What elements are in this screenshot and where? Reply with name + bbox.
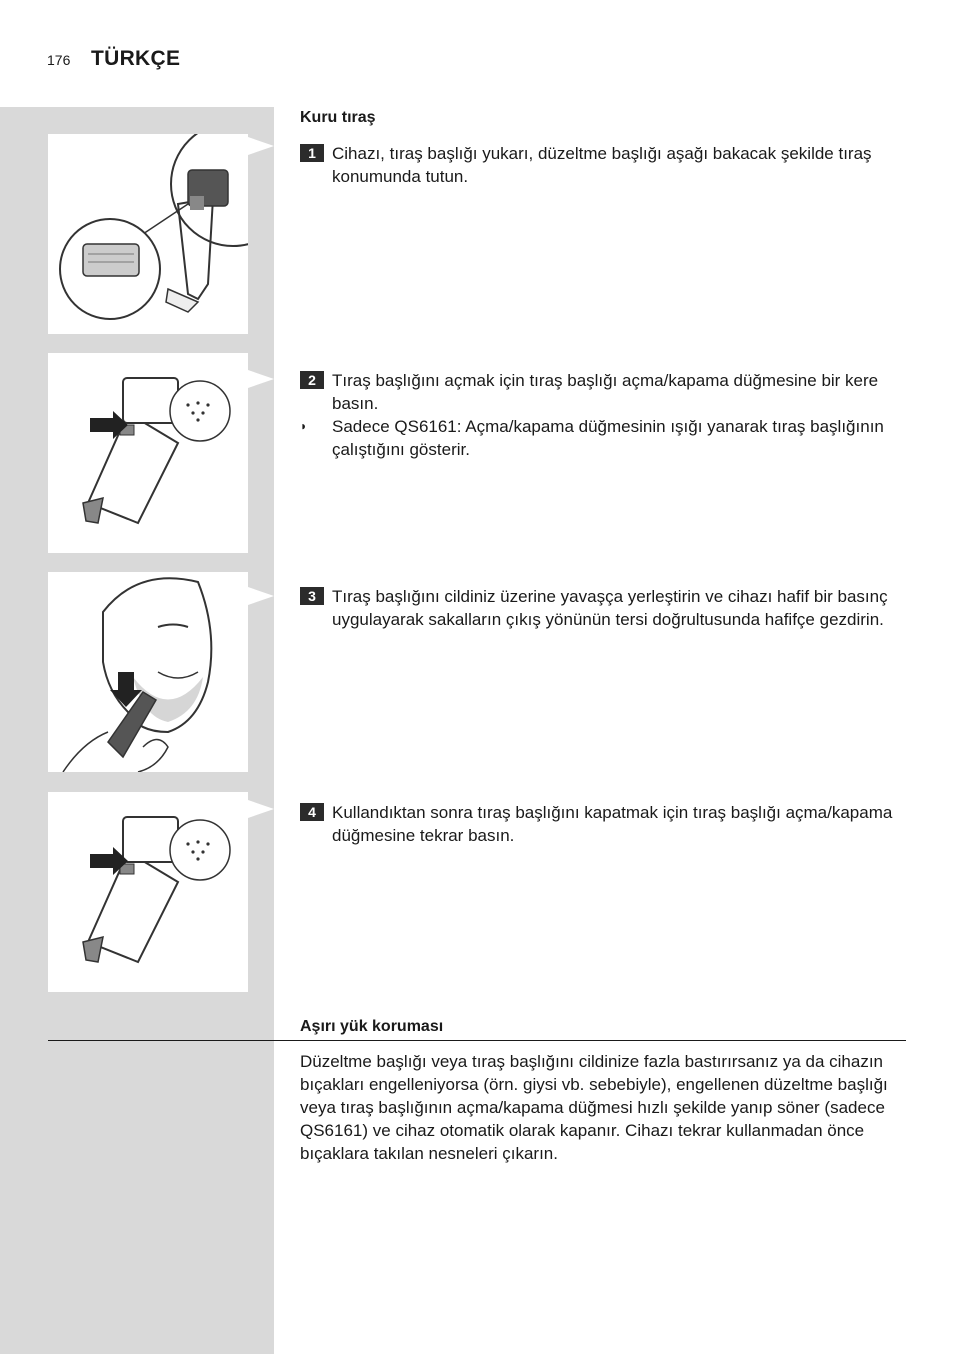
step-text: Tıraş başlığını açmak için tıraş başlığı açma/kapama düğmesine bir kere basın. <box>332 371 879 413</box>
note-text: Sadece QS6161: Açma/kapama düğmesinin ışığı yanarak tıraş başlığının çalıştığını gösterir. <box>332 417 884 459</box>
step-4 <box>300 801 906 847</box>
shaver-button-illustration <box>48 792 248 992</box>
section-heading-overload-protection: Aşırı yük koruması <box>300 1018 444 1035</box>
step-1 <box>300 142 906 188</box>
figure-press-button <box>48 353 248 553</box>
bullet-arrow-icon: ◗ <box>300 419 308 433</box>
step-number-badge: 4 <box>300 803 324 821</box>
step-2 <box>300 369 906 415</box>
figure-press-button-again <box>48 792 248 992</box>
language-title: TÜRKÇE <box>91 47 181 70</box>
figure-shaving-face <box>48 572 248 772</box>
step-text: Kullandıktan sonra tıraş başlığını kapatmak için tıraş başlığı açma/kapama düğmesine tekrar basın. <box>332 803 893 845</box>
figure-pointer <box>248 800 274 818</box>
step-text: Tıraş başlığını cildiniz üzerine yavaşça yerleştirin ve cihazı hafif bir basınç uygulayarak sakalların çıkış yönünün tersi doğrultusunda hafifçe gezdirin. <box>332 587 888 629</box>
step-number-badge: 3 <box>300 587 324 605</box>
step-2-result-note <box>300 415 906 461</box>
shaver-vertical-illustration <box>48 134 248 334</box>
figure-pointer <box>248 370 274 388</box>
figure-pointer <box>248 587 274 605</box>
step-number-badge: 1 <box>300 144 324 162</box>
step-3 <box>300 585 906 631</box>
section-heading-dry-shave: Kuru tıraş <box>300 109 376 126</box>
step-number-badge: 2 <box>300 371 324 389</box>
face-shaving-illustration <box>48 572 248 772</box>
page-number: 176 <box>47 52 71 68</box>
figure-pointer <box>248 137 274 155</box>
step-text: Cihazı, tıraş başlığı yukarı, düzeltme başlığı aşağı bakacak şekilde tıraş konumunda tutun. <box>332 144 872 186</box>
section-divider <box>48 1040 906 1041</box>
figure-hold-shaver <box>48 134 248 334</box>
shaver-button-illustration <box>48 353 248 553</box>
overload-protection-paragraph: Düzeltme başlığı veya tıraş başlığını cildinize fazla bastırırsanız ya da cihazın bıçakları engelleniyorsa (örn. giysi vb. sebebiyle), engellenen düzeltme başlığı veya tıraş başlığının açma/kapama düğmesi hızlı şekilde yanıp söner (sadece QS6161) ve cihaz otomatik olarak kapanır. Cihazı tekrar kullanmadan önce bıçaklara takılan nesneleri çıkarın. <box>300 1052 888 1163</box>
